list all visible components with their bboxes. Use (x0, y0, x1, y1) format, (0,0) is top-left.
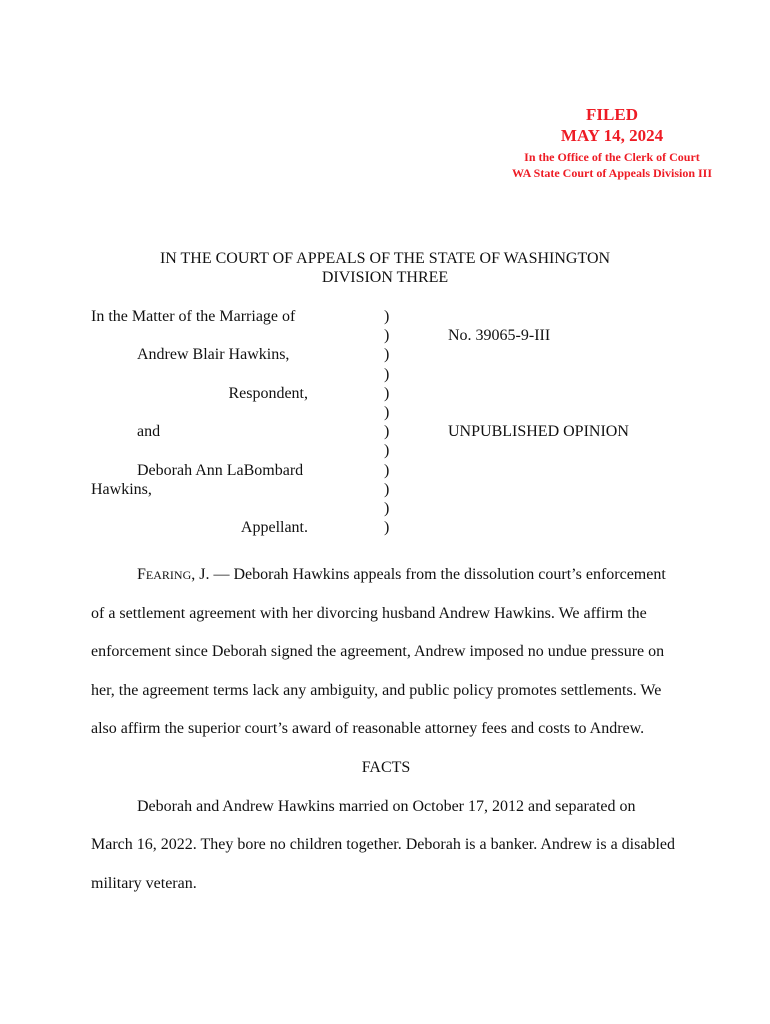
paren: ) (384, 403, 390, 421)
opinion-intro-paragraph (91, 556, 681, 749)
and-line: and (137, 423, 161, 440)
facts-paragraph: Deborah and Andrew Hawkins married on October 17, 2012 and separated on March 16, 2022. They bore no children together. Deborah is a banker. Andrew is a disabled military veteran. (91, 797, 675, 892)
intro-text: , J. — Deborah Hawkins appeals from the dissolution court’s enforcement of a settlement agreement with her divorcing husband Andrew Hawkins. We affirm the enforcement since Deborah signed the agreement, Andrew imposed no undue pressure on her, the agreement terms lack any ambiguity, and public policy promotes settlements. We also affirm the superior court’s award of reasonable attorney fees and costs to Andrew. (91, 566, 666, 738)
court-division: WA State Court of Appeals Division III (511, 166, 713, 180)
caption-parentheses (384, 307, 389, 537)
court-title (0, 249, 770, 287)
paren: ) (384, 461, 390, 479)
facts-heading: FACTS (361, 758, 411, 776)
author-initial: F (137, 566, 146, 583)
respondent-role: Respondent, (228, 385, 308, 402)
respondent-name: Andrew Blair Hawkins, (137, 346, 290, 363)
paren: ) (384, 308, 390, 325)
paren: ) (384, 327, 390, 345)
author-name-smallcaps: EARING (145, 568, 192, 582)
opinion-type: UNPUBLISHED OPINION (448, 423, 629, 440)
paren: ) (384, 480, 390, 498)
filing-stamp (470, 104, 754, 181)
paren: ) (384, 384, 390, 402)
case-number: No. 39065-9-III (448, 327, 551, 344)
paren: ) (384, 423, 390, 441)
appellant-role: Appellant. (240, 519, 308, 536)
opinion-body (91, 556, 681, 903)
paren: ) (384, 499, 390, 517)
paren: ) (384, 442, 390, 460)
court-title-line1: IN THE COURT OF APPEALS OF THE STATE OF WASHINGTON (159, 250, 611, 267)
filed-date: MAY 14, 2024 (560, 126, 664, 145)
matter-line: In the Matter of the Marriage of (91, 308, 296, 325)
case-caption (0, 307, 770, 543)
appellant-name-line1: Deborah Ann LaBombard (137, 462, 304, 479)
clerk-office: In the Office of the Clerk of Court (524, 150, 700, 164)
court-title-line2: DIVISION THREE (321, 269, 449, 286)
paren: ) (384, 346, 390, 364)
paren: ) (384, 519, 390, 537)
filed-label: FILED (586, 105, 638, 124)
paren: ) (384, 365, 390, 383)
appellant-name-line2: Hawkins, (91, 481, 152, 498)
